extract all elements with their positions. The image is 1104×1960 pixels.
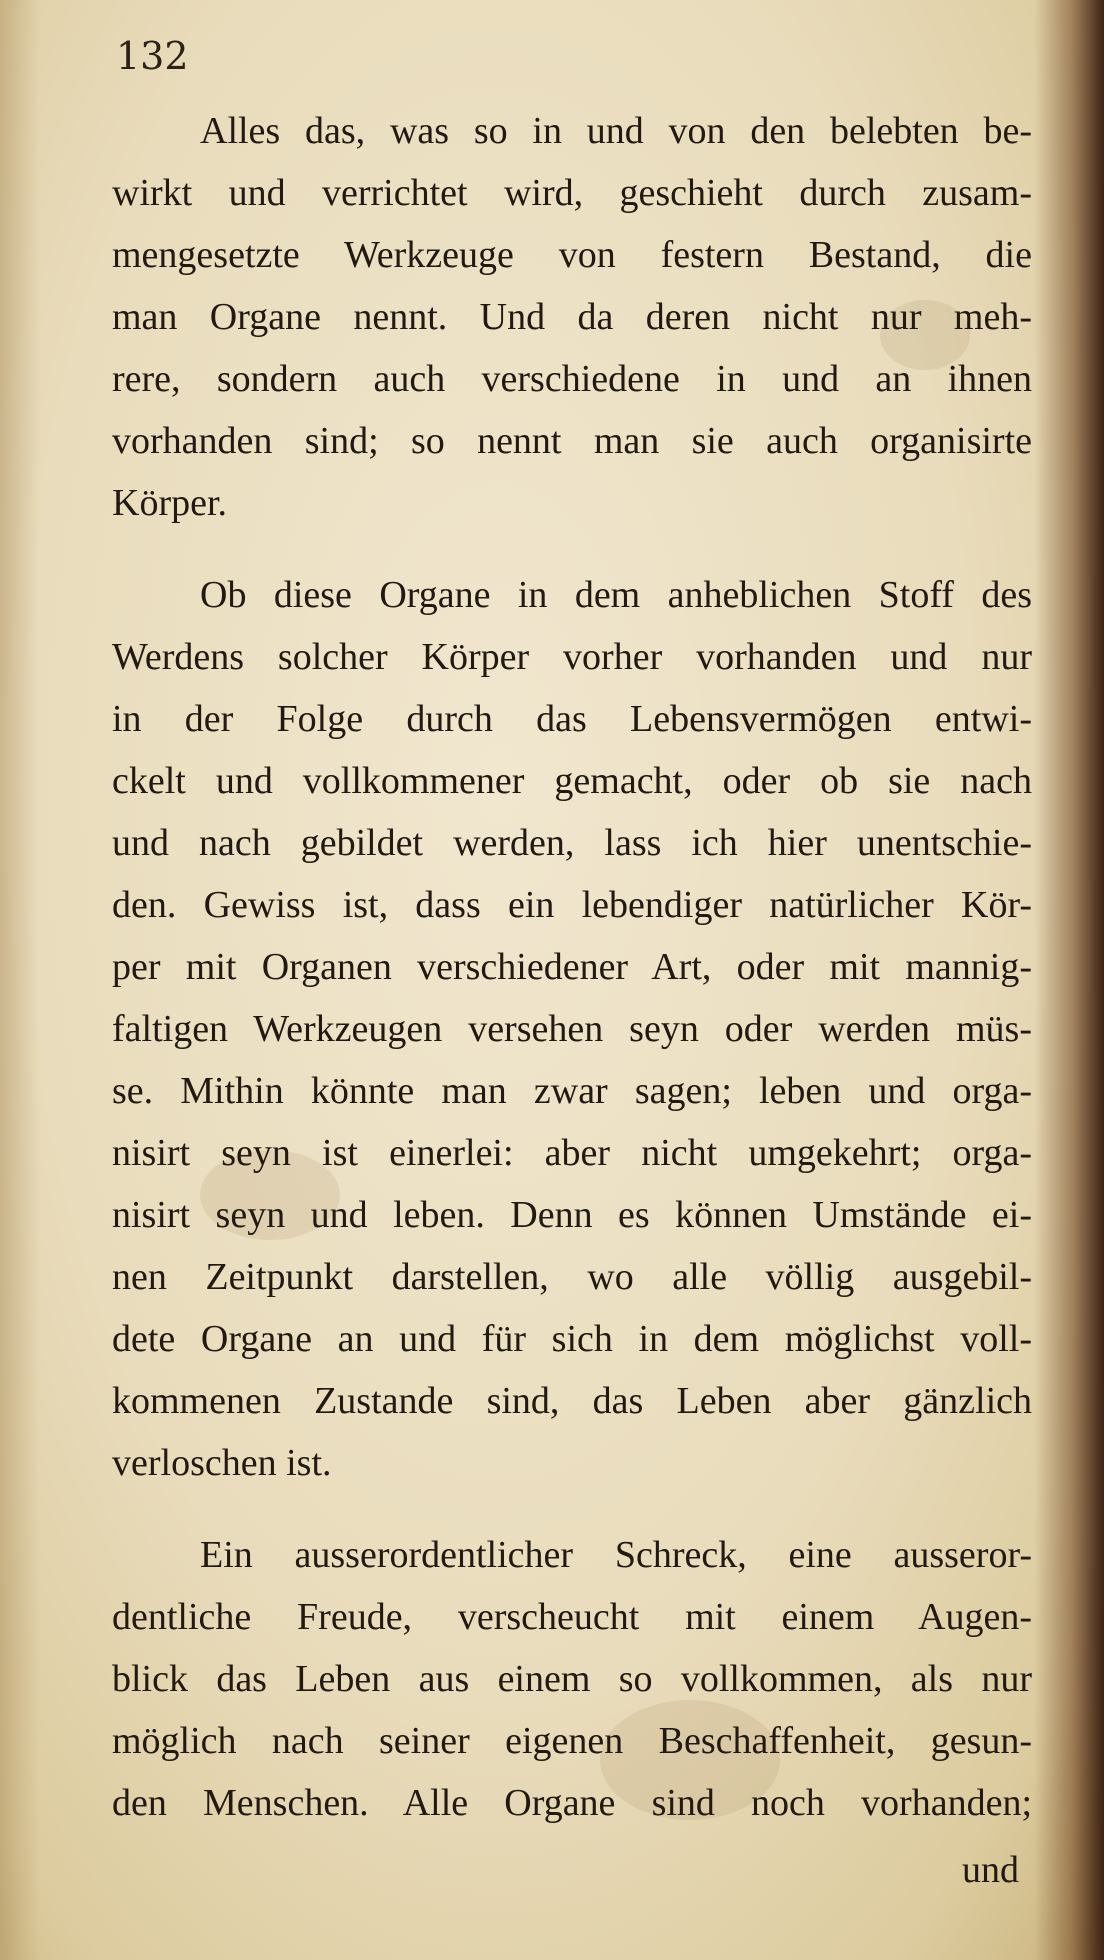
text-line: in der Folge durch das Lebensvermögen entwi- [112,698,1032,740]
text-line: faltigen Werkzeugen versehen seyn oder werden müs- [112,1008,1032,1050]
text-line: wirkt und verrichtet wird, geschieht durch zusam- [112,172,1032,214]
text-line: Ob diese Organe in dem anheblichen Stoff des [200,574,1032,616]
text-line: Ein ausserordentlicher Schreck, eine ausseror- [200,1534,1032,1576]
catchword: und [962,1849,1019,1891]
body-text [112,100,1032,1834]
text-line: mengesetzte Werkzeuge von festern Bestand, die [112,234,1032,276]
text-line: nen Zeitpunkt darstellen, wo alle völlig ausgebil- [112,1256,1032,1298]
text-line: verloschen ist. [112,1442,332,1484]
paragraph-gap [112,534,1032,564]
text-line: den. Gewiss ist, dass ein lebendiger natürlicher Kör- [112,884,1032,926]
page-left-edge [0,0,40,1960]
page-binding-shadow [1034,0,1104,1960]
text-line: Werdens solcher Körper vorher vorhanden und nur [112,636,1032,678]
text-line: kommenen Zustande sind, das Leben aber gänzlich [112,1380,1032,1422]
page-number: 132 [116,34,189,78]
text-line: ckelt und vollkommener gemacht, oder ob sie nach [112,760,1032,802]
text-line: blick das Leben aus einem so vollkommen, als nur [112,1658,1032,1700]
text-line: dentliche Freude, verscheucht mit einem Augen- [112,1596,1032,1638]
text-line: rere, sondern auch verschiedene in und an ihnen [112,358,1032,400]
paragraph-gap [112,1494,1032,1524]
text-line: se. Mithin könnte man zwar sagen; leben und orga- [112,1070,1032,1112]
text-line: möglich nach seiner eigenen Beschaffenheit, gesun- [112,1720,1032,1762]
text-line: vorhanden sind; so nennt man sie auch organisirte [112,420,1032,462]
text-line: nisirt seyn ist einerlei: aber nicht umgekehrt; orga- [112,1132,1032,1174]
text-line: und nach gebildet werden, lass ich hier unentschie- [112,822,1032,864]
text-line: den Menschen. Alle Organe sind noch vorhanden; [112,1782,1032,1824]
text-line: man Organe nennt. Und da deren nicht nur meh- [112,296,1032,338]
text-line: Körper. [112,482,228,524]
text-line: per mit Organen verschiedener Art, oder mit mannig- [112,946,1032,988]
text-line: Alles das, was so in und von den belebten be- [200,110,1032,152]
text-line: nisirt seyn und leben. Denn es können Umstände ei- [112,1194,1032,1236]
text-line: dete Organe an und für sich in dem möglichst voll- [112,1318,1032,1360]
